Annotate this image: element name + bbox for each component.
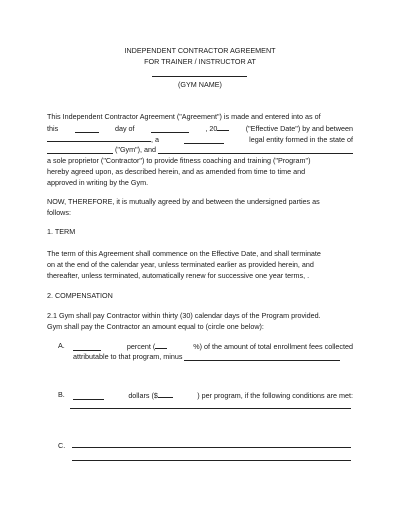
- month-blank[interactable]: [151, 125, 189, 133]
- option-c-line-2[interactable]: [72, 460, 351, 461]
- now-therefore-line-2: follows:: [47, 208, 71, 217]
- doc-subtitle: FOR TRAINER / INSTRUCTOR AT: [144, 57, 256, 66]
- dollars-blank[interactable]: [73, 392, 104, 400]
- intro-line-2: [47, 123, 353, 133]
- minus-blank[interactable]: [184, 353, 340, 361]
- option-a-label: A.: [58, 341, 65, 350]
- intro-line-3: [47, 134, 353, 144]
- intro-line-5: a sole proprietor ("Contractor") to provide fitness coaching and training ("Program"): [47, 156, 311, 165]
- option-c-label: C.: [58, 441, 66, 450]
- doc-title: INDEPENDENT CONTRACTOR AGREEMENT: [124, 46, 276, 55]
- intro-legal-entity: legal entity formed in the state of: [249, 135, 353, 144]
- contractor-name-blank[interactable]: [158, 146, 353, 154]
- intro-year-prefix: , 20: [205, 124, 218, 133]
- intro-day-of: day of: [114, 124, 135, 133]
- option-b-line-1: [73, 390, 353, 400]
- entity-type-blank[interactable]: [184, 136, 224, 144]
- term-line-3: thereafter, unless terminated, automatically renew for successive one year terms, .: [47, 271, 310, 280]
- option-b-conditions-line[interactable]: [70, 408, 351, 409]
- year-blank[interactable]: [217, 123, 229, 131]
- comp-line-2: Gym shall pay the Contractor an amount equal to (circle one below):: [47, 322, 264, 331]
- term-line-2: on at the end of the calendar year, unless terminated earlier as provided herein, and: [47, 260, 314, 269]
- dollar-value-blank[interactable]: [158, 390, 173, 398]
- option-b-label: B.: [58, 390, 65, 399]
- gym-name-label: (GYM NAME): [178, 80, 222, 89]
- gym-party-blank[interactable]: [47, 134, 151, 142]
- term-line-1: The term of this Agreement shall commence on the Effective Date, and shall terminate: [47, 249, 321, 258]
- percent-value-blank[interactable]: [155, 341, 167, 349]
- option-b-dollars-text: dollars ($: [128, 391, 158, 400]
- intro-gym-and: ("Gym"), and: [115, 145, 157, 154]
- comp-line-1: 2.1 Gym shall pay Contractor within thirty (30) calendar days of the Program provided.: [47, 311, 321, 320]
- option-a-fees-text: %) of the amount of total enrollment fees collected: [193, 342, 353, 351]
- option-a-minus-text: attributable to that program, minus: [73, 352, 183, 361]
- now-therefore-line-1: NOW, THEREFORE, it is mutually agreed by and between the undersigned parties as: [47, 197, 320, 206]
- percent-blank[interactable]: [73, 343, 101, 351]
- gym-name-blank[interactable]: [152, 76, 247, 77]
- option-a-line-2: [73, 352, 353, 361]
- option-c-line-1[interactable]: [72, 447, 351, 448]
- intro-line-6: hereby agreed upon, as described herein, and as amended from time to time and: [47, 167, 306, 176]
- intro-line-1: This Independent Contractor Agreement ("Agreement") is made and entered into as of: [47, 112, 321, 121]
- option-a-percent-text: percent (: [126, 342, 156, 351]
- section-1-heading: 1. TERM: [47, 227, 76, 236]
- intro-effective-date: ("Effective Date") by and between: [245, 124, 353, 133]
- intro-a: , a: [151, 135, 159, 144]
- intro-line-4: [47, 145, 353, 154]
- day-blank[interactable]: [75, 125, 99, 133]
- state-blank[interactable]: [47, 146, 113, 154]
- option-a-line-1: [73, 341, 353, 351]
- intro-line-7: approved in writing by the Gym.: [47, 178, 149, 187]
- section-2-heading: 2. COMPENSATION: [47, 291, 113, 300]
- intro-this: this: [47, 124, 59, 133]
- option-b-conditions-text: ) per program, if the following conditions are met:: [197, 391, 353, 400]
